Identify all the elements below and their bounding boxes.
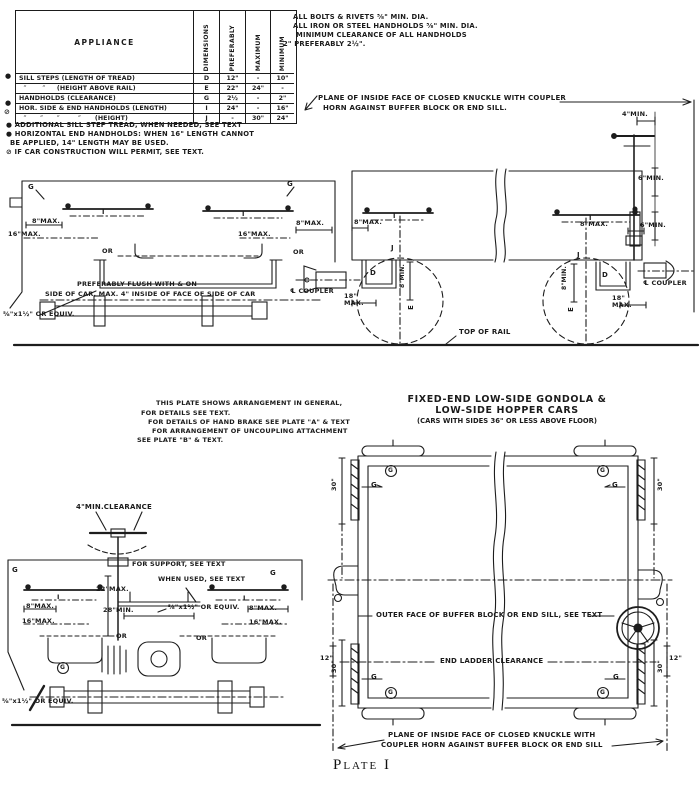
i-dim-label: I	[102, 208, 105, 216]
d-dim-label: D	[602, 271, 609, 279]
g-label: G	[60, 664, 66, 671]
side-view-left-art	[10, 181, 335, 326]
dim-12-label: 12"	[320, 654, 334, 662]
row-preferably: 12"	[219, 73, 245, 83]
description-line: FOR DETAILS SEE TEXT.	[141, 409, 231, 417]
dim-12-label: 12"	[669, 654, 683, 662]
row-minimum: 24"	[270, 113, 294, 123]
or-label: OR	[116, 632, 127, 640]
row-name: ″ ″ (HEIGHT ABOVE RAIL)	[16, 83, 193, 93]
i-dim-label: I	[57, 593, 60, 601]
e-dim-label: E	[407, 305, 415, 310]
plane-note-line: HORN AGAINST BUFFER BLOCK OR END SILL.	[323, 104, 507, 112]
description-line: FOR DETAILS OF HAND BRAKE SEE PLATE "A" & TEXT	[148, 418, 350, 426]
g-label: G	[270, 569, 276, 577]
g-label: G	[287, 180, 293, 188]
plane-note-line: PLANE OF INSIDE FACE OF CLOSED KNUCKLE WITH	[388, 731, 596, 739]
column-header-minimum: MINIMUM	[279, 35, 286, 71]
row-minimum: 10"	[270, 73, 294, 83]
dim-30-label: 30"	[656, 478, 664, 492]
dim-8max-label: 8"MAX.	[249, 604, 278, 612]
footnote-line: ● HORIZONTAL END HANDHOLDS: WHEN 16" LENGTH CANNOT	[6, 130, 255, 138]
flush-note-line: PREFERABLY FLUSH WITH & ON	[77, 280, 198, 288]
table-row	[16, 73, 296, 83]
row-name: HOR. SIDE & END HANDHOLDS (LENGTH)	[16, 103, 193, 113]
row-minimum: 2"	[270, 93, 294, 103]
appliance-table	[15, 10, 297, 124]
row-maximum: -	[245, 93, 270, 103]
note-line: ALL BOLTS & RIVETS ⅝" MIN. DIA.	[293, 13, 429, 21]
dim-6min-label: 6"MIN.	[638, 174, 664, 182]
row-maximum: -	[245, 103, 270, 113]
g-label: G	[388, 689, 394, 696]
dim-16max-label: 16"MAX.	[22, 617, 55, 625]
g-label: G	[600, 689, 606, 696]
buffer-face-note: OUTER FACE OF BUFFER BLOCK OR END SILL, SEE TEXT	[376, 611, 603, 619]
e-dim-label: E	[567, 307, 575, 312]
top-plane-leader-art	[305, 96, 694, 312]
row-maximum: 30"	[245, 113, 270, 123]
plate-caption: Plate I	[333, 757, 391, 773]
dim-30-label: 30"	[330, 660, 338, 674]
row-name: SILL STEPS (LENGTH OF TREAD)	[16, 73, 193, 83]
row-minimum: 16"	[270, 103, 294, 113]
row-preferably: 22"	[219, 83, 245, 93]
column-header-preferably: PREFERABLY	[229, 24, 236, 71]
g-label: G	[371, 673, 377, 681]
row-marker: ⊘	[4, 108, 10, 116]
i-dim-label: I	[242, 210, 245, 218]
dim-8max-label: 8"MAX.	[296, 219, 325, 227]
g-label: G	[613, 673, 619, 681]
j-dim-label: J	[391, 244, 394, 252]
row-marker: ●	[5, 72, 12, 80]
side-view-right-art	[14, 134, 698, 345]
g-label: G	[612, 481, 618, 489]
plan-view-art	[328, 440, 672, 752]
j-dim-label: J	[577, 251, 580, 259]
dim-8max-label: 8"MAX.	[26, 602, 55, 610]
row-preferably: -	[219, 113, 245, 123]
clearance-note: 4"MIN.CLEARANCE	[76, 503, 152, 511]
or-label: OR	[196, 634, 207, 642]
g-label: G	[600, 467, 606, 474]
appliance-table-title: APPLIANCE	[74, 37, 135, 47]
dim-28min-label: 28"MIN.	[103, 606, 134, 614]
g-label: G	[12, 566, 18, 574]
footnote-line: ● ADDITIONAL SILL STEP TREAD, WHEN NEEDED, SEE TEXT	[6, 121, 242, 129]
dim-8min-label: 8"MIN.	[399, 264, 406, 289]
dim-8max-label: 8"MAX.	[580, 220, 609, 228]
coupler-centerline-label: ℄ COUPLER	[290, 287, 334, 295]
equiv-note: ⅝"x1½" OR EQUIV.	[168, 603, 240, 611]
footnote-line: BE APPLIED, 14" LENGTH MAY BE USED.	[10, 139, 169, 147]
dim-16max-label: 16"MAX.	[238, 230, 271, 238]
dim-6min-label: 6"MIN.	[640, 221, 666, 229]
dim-4min-label: 4"MIN.	[622, 110, 648, 118]
coupler-centerline-label: ℄ COUPLER	[643, 279, 687, 287]
dim-18max-label: 18" MAX.	[344, 292, 364, 308]
g-label: G	[371, 481, 377, 489]
dim-22max-label: 22"MAX.	[96, 585, 129, 593]
title-line-2: LOW-SIDE HOPPER CARS	[435, 405, 579, 416]
dim-8max-label: 8"MAX.	[354, 218, 383, 226]
support-note: FOR SUPPORT, SEE TEXT	[132, 560, 226, 568]
row-minimum: -	[270, 83, 294, 93]
description-line: FOR ARRANGEMENT OF UNCOUPLING ATTACHMENT	[152, 427, 348, 435]
or-label: OR	[293, 248, 304, 256]
plane-note-line: COUPLER HORN AGAINST BUFFER BLOCK OR END SILL	[381, 741, 603, 749]
row-dim: J	[193, 113, 219, 123]
end-ladder-clearance-note: END LADDER CLEARANCE	[440, 657, 544, 665]
title-block	[383, 394, 631, 425]
g-label: G	[388, 467, 394, 474]
or-label: OR	[102, 247, 113, 255]
row-dim: D	[193, 73, 219, 83]
i-dim-label: I	[243, 594, 246, 602]
d-dim-label: D	[370, 269, 377, 277]
dim-18max-label: 18" MAX.	[612, 294, 632, 310]
row-dim: I	[193, 103, 219, 113]
dim-8max-label: 8"MAX.	[32, 217, 61, 225]
row-marker: ●	[5, 99, 12, 107]
note-line: 2" PREFERABLY 2½".	[283, 40, 366, 48]
row-name: HANDHOLDS (CLEARANCE)	[16, 93, 193, 103]
plane-note-line: PLANE OF INSIDE FACE OF CLOSED KNUCKLE WITH COUPLER	[318, 94, 567, 102]
row-dim: G	[193, 93, 219, 103]
g-label: G	[28, 183, 34, 191]
note-line: ALL IRON OR STEEL HANDHOLDS ⅝" MIN. DIA.	[293, 22, 478, 30]
row-preferably: 2½	[219, 93, 245, 103]
title-line-1: FIXED-END LOW-SIDE GONDOLA &	[407, 394, 607, 405]
note-line: MINIMUM CLEARANCE OF ALL HANDHOLDS	[296, 31, 467, 39]
footnote-line: ⊘ IF CAR CONSTRUCTION WILL PERMIT, SEE TEXT.	[6, 148, 205, 156]
row-name: ″ ″ ″ ″ (HEIGHT)	[16, 113, 193, 123]
row-dim: E	[193, 83, 219, 93]
i-dim-label: I	[393, 212, 396, 220]
table-row	[16, 103, 296, 113]
description-line: THIS PLATE SHOWS ARRANGEMENT IN GENERAL,	[156, 399, 343, 407]
row-preferably: 24"	[219, 103, 245, 113]
table-row	[16, 93, 296, 103]
dim-16max-label: 16"MAX.	[249, 618, 282, 626]
table-row	[16, 83, 296, 93]
when-used-note: WHEN USED, SEE TEXT	[158, 575, 246, 583]
column-header-maximum: MAXIMUM	[254, 33, 262, 71]
dim-30-label: 30"	[656, 660, 664, 674]
dim-8min-label: 8"MIN.	[561, 266, 568, 291]
i-dim-label: I	[589, 214, 592, 222]
equiv-note: ⅝"x1½" OR EQUIV.	[2, 697, 74, 705]
row-maximum: -	[245, 73, 270, 83]
row-maximum: 24"	[245, 83, 270, 93]
description-line: SEE PLATE "B" & TEXT.	[137, 436, 224, 444]
column-header-dimensions: DIMENSIONS	[203, 23, 210, 71]
title-line-3: (CARS WITH SIDES 36" OR LESS ABOVE FLOOR)	[416, 417, 598, 425]
equiv-note: ⅝"x1½" OR EQUIV.	[3, 310, 75, 318]
top-of-rail-label: TOP OF RAIL	[459, 328, 511, 336]
flush-note-line: SIDE OF CAR, MAX. 4" INSIDE OF FACE OF SIDE OF CAR	[45, 290, 256, 298]
dim-16max-label: 16"MAX.	[8, 230, 41, 238]
dim-30-label: 30"	[330, 478, 338, 492]
